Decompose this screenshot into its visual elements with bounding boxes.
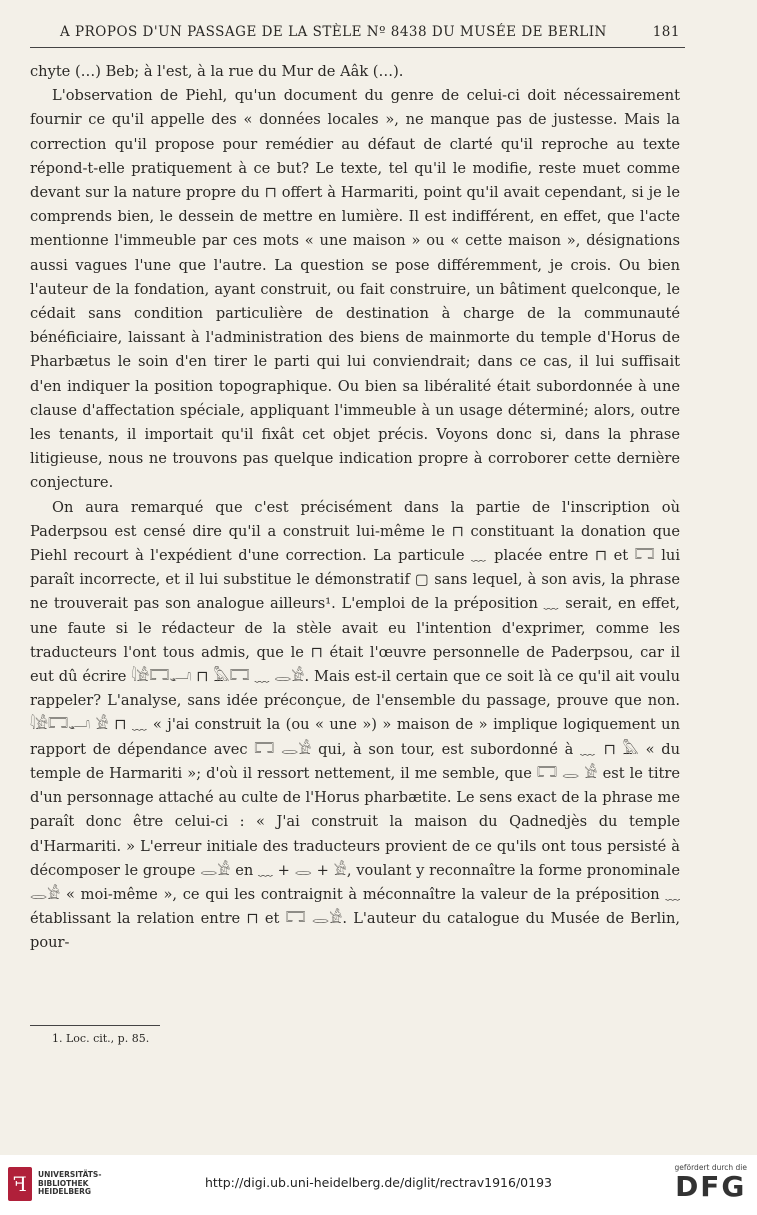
funder-name: DFG <box>675 1170 747 1203</box>
library-name: UNIVERSITÄTS- BIBLIOTHEK HEIDELBERG <box>38 1170 102 1197</box>
digitization-footer <box>0 1155 757 1215</box>
body-text <box>30 60 680 956</box>
funder-caption: gefördert durch die <box>674 1163 747 1172</box>
running-header <box>60 24 680 40</box>
paragraph-1: L'observation de Piehl, qu'un document du genre de celui-ci doit nécessairement fournir ce qu'il appelle des « données locales », ne manque pas de justesse. Mais la correction qu'il propose pour remédier au défaut de clarté qu'il reproche au texte répond-t-elle pratiquement à ce but? Le texte, tel qu'il le modifie, reste muet comme devant sur la nature propre du ⊓ offert à Harmariti, point qu'il avait cependant, si je le comprends bien, le dessein de mettre en lumière. Il est indifférent, en effet, que l'acte mentionne l'immeuble par ces mots « une maison » ou « cette maison », désignations aussi vagues l'une que l'autre. La question se pose différemment, je crois. Ou bien l'auteur de la fondation, ayant construit, ou fait construire, un bâtiment quelconque, le cédait sans condition particulière de destination à charge de la communauté bénéficiaire, laissant à l'administration des biens de mainmorte du temple d'Horus de Pharbætus le soin d'en tirer le parti qui lui conviendrait; dans ce cas, il lui suffisait d'en indiquer la position topographique. Ou bien sa libéralité était subordonnée à une clause d'affectation spéciale, appliquant l'immeuble à un usage déterminé; alors, outre les tenants, il importait qu'il fixât cet objet précis. Voyons donc si, dans la phrase litigieuse, nous ne trouvons pas quelque indication propre à corroborer cette dernière conjecture. <box>30 87 680 492</box>
header-rule <box>30 47 685 48</box>
library-seal-icon: ꟻ <box>8 1167 32 1201</box>
funder-logo <box>675 1163 748 1202</box>
footnote: 1. Loc. cit., p. 85. <box>52 1032 150 1045</box>
source-url[interactable]: http://digi.ub.uni-heidelberg.de/diglit/rectrav1916/0193 <box>205 1175 552 1190</box>
page-number: 181 <box>652 24 680 40</box>
header-title: A PROPOS D'UN PASSAGE DE LA STÈLE Nº 8438 DU MUSÉE DE BERLIN <box>60 24 607 40</box>
paragraph-2: On aura remarqué que c'est précisément dans la partie de l'inscription où Paderpsou est censé dire qu'il a construit lui-même le ⊓ constituant la donation que Piehl recourt à l'expédient d'une correction. La particule ﹏ placée entre ⊓ et 𓉐 lui paraît incorrecte, et il lui substitue le démonstratif ▢ sans lequel, à son avis, la phrase ne trouverait pas son analogue ailleurs¹. L'emploi de la préposition ﹏ serait, en effet, une faute si le rédacteur de la stèle avait eu l'intention d'exprimer, comme les traducteurs l'ont tous admis, que le ⊓ était l'œuvre personnelle de Paderpsou, car il eut dû écrire 𓇋𓀀𓉐𓂝 ⊓ 𓅓𓉐 ﹏ 𓂋𓀀. Mais est-il certain que ce soit là ce qu'il ait voulu rappeler? L'analyse, sans idée préconçue, de l'ensemble du passage, prouve que non. 𓇋𓀀𓉐𓂝 𓀀 ⊓ ﹏ « j'ai construit la (ou « une ») » maison de » implique logiquement un rapport de dépendance avec 𓉐 𓂋𓀀 qui, à son tour, est subordonné à ﹏ ⊓ 𓅓 « du temple de Harmariti »; d'où il ressort nettement, il me semble, que 𓉐 𓂋 𓀀 est le titre d'un personnage attaché au culte de l'Horus pharbætite. Le sens exact de la phrase me paraît donc être celui-ci : « J'ai construit la maison du Qadnedjès du temple d'Harmariti. » L'erreur initiale des traducteurs provient de ce qu'ils ont tous persisté à décomposer le groupe 𓂋𓀀 en ﹏ + 𓂋 + 𓀀, voulant y reconnaître la forme pronominale 𓂋𓀀 « moi-même », ce qui les contraignit à méconnaître la valeur de la préposition ﹏ établissant la relation entre ⊓ et 𓉐 𓂋𓀀. L'auteur du catalogue du Musée de Berlin, pour- <box>30 498 680 952</box>
paragraph-0: chyte (…) Beb; à l'est, à la rue du Mur de Aâk (…). <box>30 63 404 80</box>
footnote-rule <box>30 1025 160 1026</box>
